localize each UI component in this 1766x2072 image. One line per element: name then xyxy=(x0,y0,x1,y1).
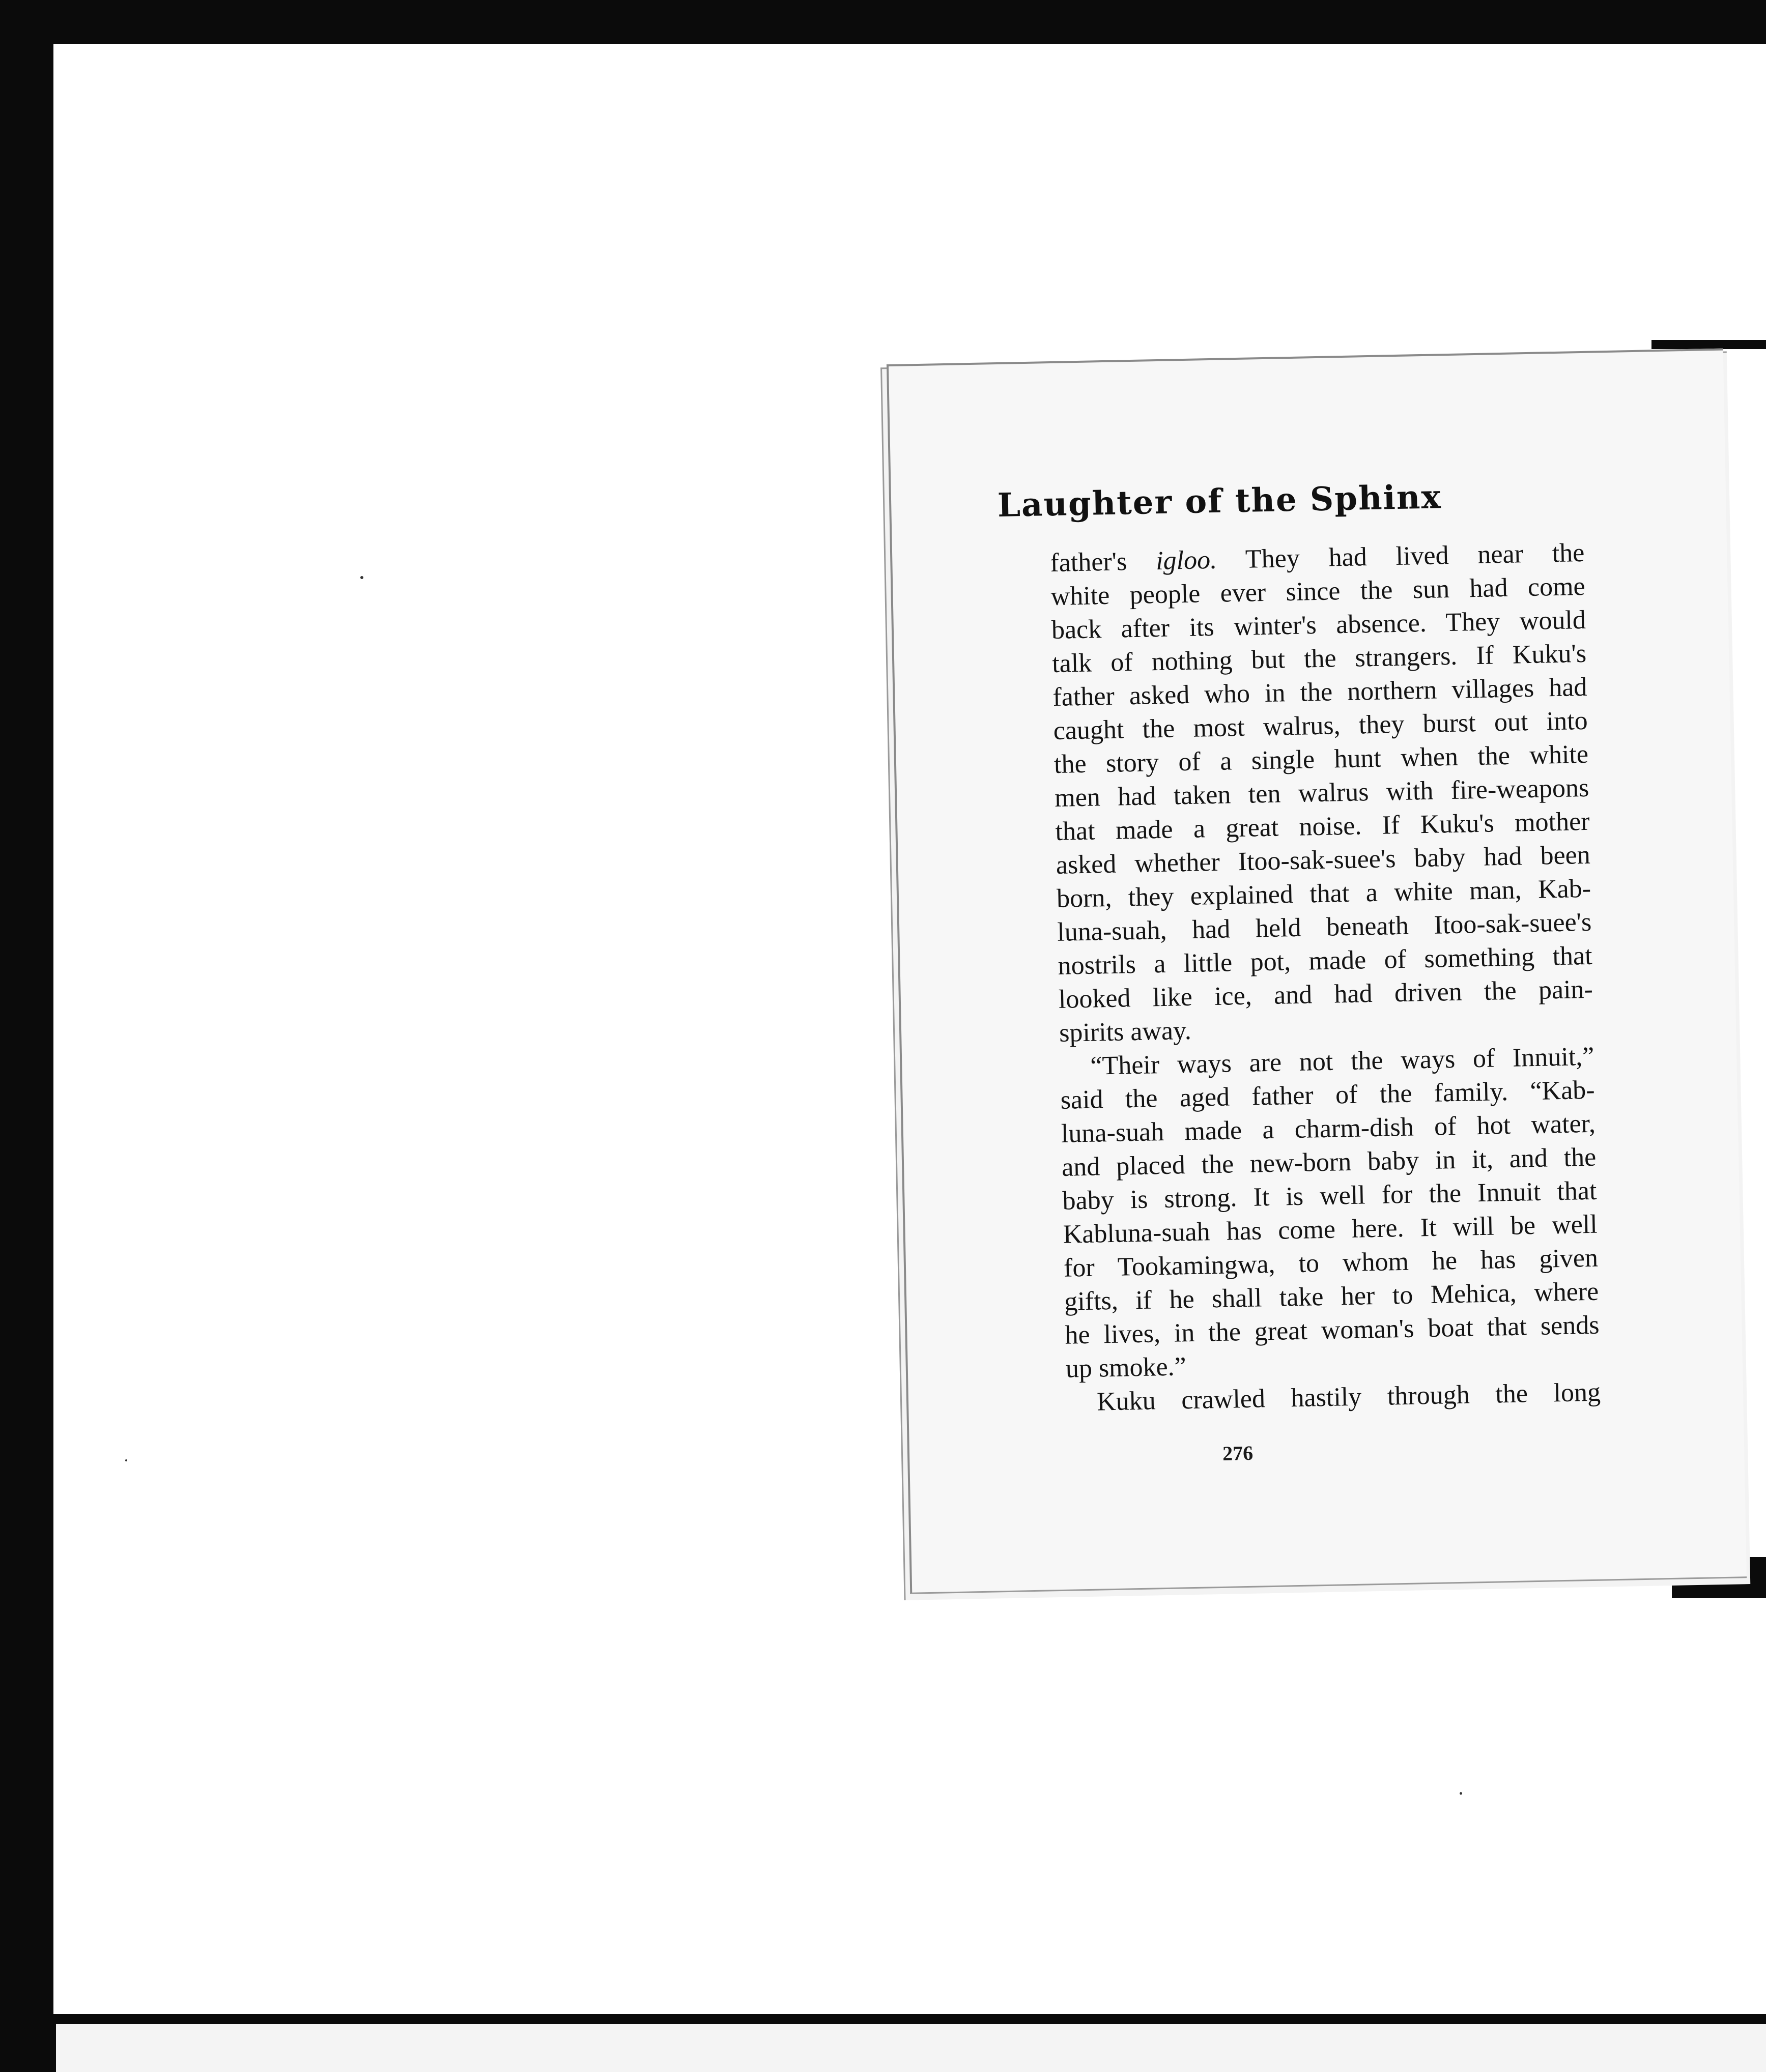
text-segment: baby is strong. It is well for the Innuit that xyxy=(1062,1176,1597,1216)
text-segment: caught the most walrus, they burst out into xyxy=(1053,706,1588,745)
text-segment: that made a great noise. If Kuku's mother xyxy=(1055,807,1590,846)
text-segment: up smoke.” xyxy=(1065,1352,1187,1384)
text-segment: luna-suah made a charm-dish of hot water, xyxy=(1061,1109,1596,1148)
text-segment: white people ever since the sun had come xyxy=(1050,571,1586,612)
text-segment: “Their ways are not the ways of Innuit,” xyxy=(1090,1042,1594,1081)
running-head: Laughter of the Sphinx xyxy=(997,478,1442,525)
text-segment: asked whether Itoo-sak-suee's baby had been xyxy=(1056,840,1591,880)
text-segment: gifts, if he shall take her to Mehica, where xyxy=(1064,1277,1599,1316)
text-segment: he lives, in the great woman's boat that sends xyxy=(1065,1310,1600,1350)
film-border-top xyxy=(0,0,1766,44)
book-page xyxy=(887,349,1747,1594)
body-text xyxy=(1050,536,1601,1420)
text-segment: for Tookamingwa, to whom he has given xyxy=(1063,1243,1599,1283)
text-segment: the story of a single hunt when the white xyxy=(1053,739,1589,779)
text-segment: looked like ice, and had driven the pain- xyxy=(1058,974,1593,1014)
text-segment: Kabluna-suah has come here. It will be well xyxy=(1063,1210,1598,1249)
text-segment: Kuku crawled hastily through the long xyxy=(1096,1377,1601,1417)
dust-speck xyxy=(1460,1792,1462,1795)
text-segment: nostrils a little pot, made of something that xyxy=(1058,941,1593,981)
book-page-wrapper xyxy=(887,348,1755,1595)
film-border-bottom-strip xyxy=(56,2024,1766,2072)
text-segment: luna-suah, had held beneath Itoo-sak-suee's xyxy=(1057,907,1592,947)
text-segment: father asked who in the northern villages had xyxy=(1052,672,1587,712)
text-segment: They had lived near the xyxy=(1216,538,1585,574)
text-segment: spirits away. xyxy=(1059,1016,1192,1048)
text-segment: father's xyxy=(1049,546,1156,578)
page-number: 276 xyxy=(1222,1441,1254,1465)
text-segment: and placed the new-born baby in it, and the xyxy=(1061,1142,1597,1182)
text-segment: talk of nothing but the strangers. If Kuku's xyxy=(1051,639,1587,679)
facing-cover-top-edge xyxy=(1651,340,1766,349)
text-segment: men had taken ten walrus with fire-weapons xyxy=(1054,773,1589,813)
film-border-left xyxy=(0,0,53,2072)
dust-speck xyxy=(360,576,363,579)
text-segment: born, they explained that a white man, Kab- xyxy=(1056,874,1591,913)
text-segment: said the aged father of the family. “Kab- xyxy=(1060,1075,1596,1115)
text-segment: back after its winter's absence. They would xyxy=(1051,605,1586,645)
dust-speck xyxy=(125,1459,127,1461)
italic-word: igloo. xyxy=(1155,545,1217,576)
